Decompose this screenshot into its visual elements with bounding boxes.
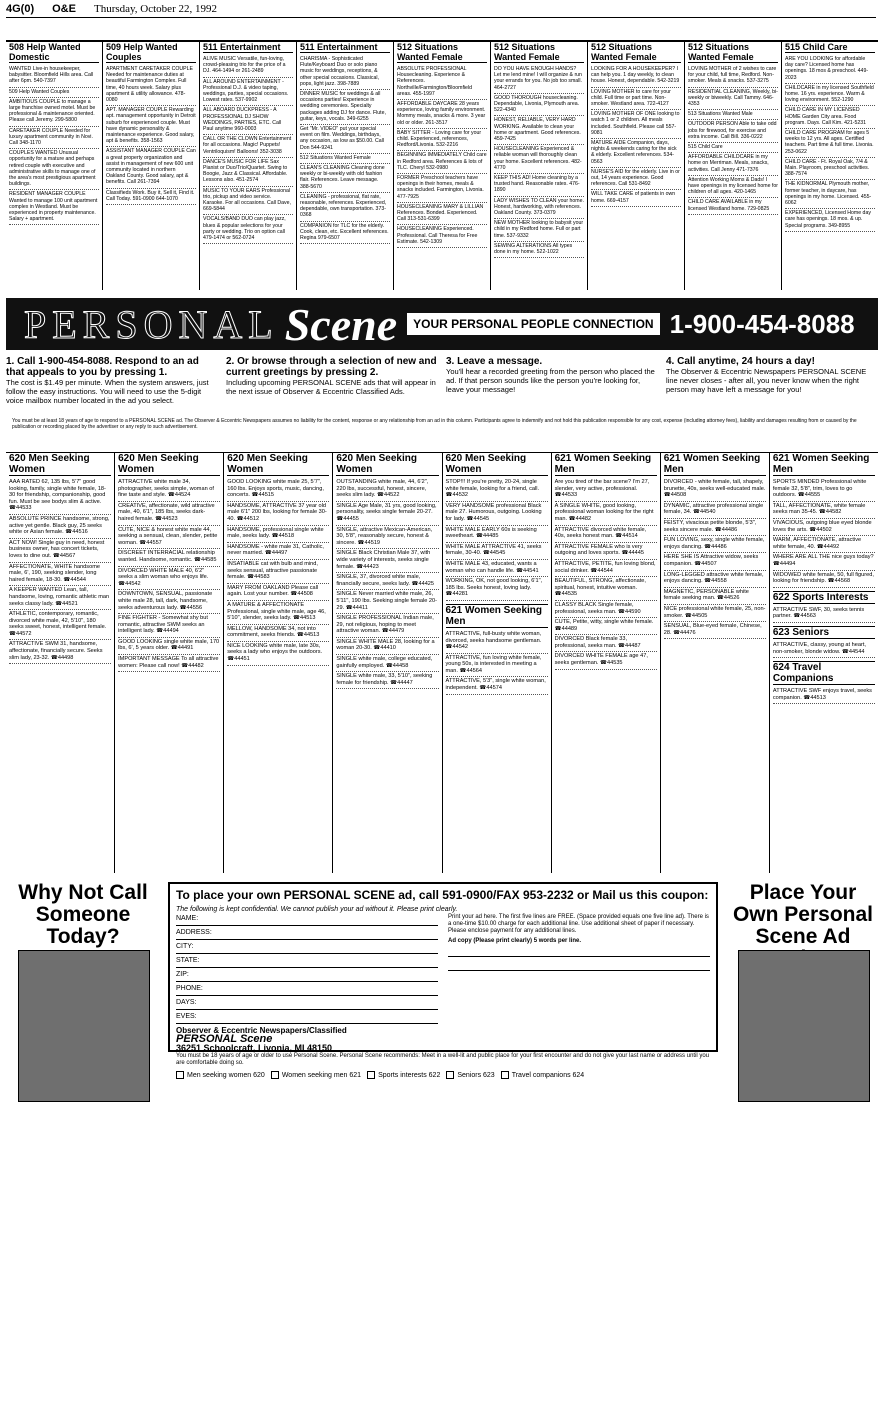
page-number: 4G(0) <box>6 3 35 15</box>
field-label: DAYS: <box>176 999 197 1006</box>
step-title: 4. Call anytime, 24 hours a day! <box>666 356 815 367</box>
personal-ad: GOOD LOOKING single white male, 170 lbs, 6', 5 years older. ☎44491 <box>118 638 220 655</box>
personal-column <box>661 453 770 873</box>
classified-ad: COMPANION for TLC for the elderly. Cook, clean, etc. Excellent references. Regina 979-6507 <box>300 222 390 245</box>
coupon-address: 36251 Schoolcraft, Livonia, MI 48150 <box>176 1043 333 1053</box>
classified-ad: OUTDOOR PERSON Able to take odd jobs for firewood, for exercise and extra income. Call Bill. 336-0222 <box>688 120 778 143</box>
personal-ad: A MATURE & AFFECTIONATE Professional, single white male, age 46, 5'10", slender, seeks lady. ☎44513 <box>227 601 329 625</box>
category-label: Sports interests 622 <box>378 1072 441 1079</box>
personal-ad: ATHLETIC, contemporary, romantic, divorced white male, 42, 5'10", 180 seeks sweet, honest, intelligent female. ☎44572 <box>9 610 111 640</box>
classified-ad: 512 Situations Wanted Female <box>300 154 390 164</box>
step-title: 2. Or browse through a selection of new and current greetings by pressing 2. <box>226 356 437 378</box>
classified-ad: LADY WISHES TO CLEAN your home. Honest, hardworking, with references. Oakland County. 373-0379 <box>494 197 584 220</box>
field-label: EVES: <box>176 1013 197 1020</box>
classified-ad: ARE YOU LOOKING for affordable day care? Licensed home has openings. 18 mos & preschool. 449-2023 <box>785 55 875 84</box>
personal-ad: MARY FROM OAKLAND Please call again. Lost your number. ☎44508 <box>227 584 329 601</box>
classified-ad: DINNER MUSIC for weddings & all occasions parties! Experience in wedding ceremonies. Specialty packages adding DJ for dance. Flute, guitar, keys, vocals. 349-6255 <box>300 90 390 125</box>
step-title: 1. Call 1-900-454-8088. Respond to an ad that appeals to you by pressing 1. <box>6 356 199 378</box>
personal-ad: ATTRACTIVE, fun loving white female, young 50s, is interested in meeting a man. ☎44564 <box>446 654 548 678</box>
promo-photo-right <box>738 950 870 1102</box>
category-label: Seniors 623 <box>457 1072 495 1079</box>
personal-ad: FUN LOVING, sexy, single white female, enjoys dancing. ☎44486 <box>664 536 766 553</box>
personal-ad: WARM, AFFECTIONATE, attractive white female, 40. ☎44492 <box>773 536 875 553</box>
column-heading: 511 Entertainment <box>203 42 293 53</box>
personal-ad: ATTRACTIVE, 5'3", single white woman, independent. ☎44574 <box>446 677 548 694</box>
classified-ad: LOVING MOTHER to care for your child. Full time or part time. Non-smoker. Westland area. 722-4127 <box>591 88 681 111</box>
coupon-fields <box>176 914 438 1026</box>
banner-scene: Scene <box>284 298 398 350</box>
column-heading: 620 Men Seeking Women <box>446 453 548 476</box>
classified-column <box>103 42 200 290</box>
category-label: Travel companions 624 <box>511 1072 585 1079</box>
promo-photo-left <box>18 950 150 1102</box>
instruction-step <box>446 356 658 416</box>
column-heading: 621 Women Seeking Men <box>773 453 875 476</box>
personal-ads-grid <box>6 452 878 873</box>
category-option[interactable] <box>501 1071 585 1080</box>
classified-ad: HOUSECLEANING MARY & LILLIAN References. Bonded. Experienced. Call 313-531-6399 <box>397 203 487 226</box>
personal-ad: WHITE MALE 43, educated, wants a woman who can handle life. ☎44541 <box>446 560 548 577</box>
section-name: O&E <box>52 3 76 15</box>
classified-ad: MATURE AIDE Companion, days, nights & weekends caring for the sick & elderly. Excellent references. 534-0563 <box>591 139 681 168</box>
personal-ad: NICE professional white female, 25, non-smoker. ☎44505 <box>664 605 766 622</box>
personal-ad: HANDSOME, professional single white male, seeks lady. ☎44518 <box>227 526 329 543</box>
personal-ad: HANDSOME - white male 31, Catholic, never married. ☎44497 <box>227 543 329 560</box>
coupon-mail-title: PERSONAL Scene <box>176 1033 273 1045</box>
promo-left: Why Not Call Someone Today? <box>18 881 148 948</box>
column-heading: 620 Men Seeking Women <box>9 453 111 476</box>
classified-ad: SEWING ALTERATIONS All types done in my home. 522-1022 <box>494 242 584 258</box>
classified-ad: VOCALS/BAND DUO can play jazz, blues & popular selections for your party or wedding. Trio on option call 479-1474 or 562-0724 <box>203 215 293 244</box>
personal-ad: ATTRACTIVE, PETITE, fun loving blond, social drinker. ☎44544 <box>555 560 657 577</box>
checkbox[interactable] <box>271 1071 279 1079</box>
coupon-age-note: You must be 18 years of age or older to use Personal Scene. Personal Scene recommends: Meet in a well-lit and public place for your first encounter and do not give your last name or address until you are comfortable doing so. <box>176 1053 710 1066</box>
personal-ad: BEAUTIFUL, STRONG, affectionate, spiritual, honest, intuitive woman. ☎44535 <box>555 577 657 601</box>
personal-column <box>115 453 224 873</box>
personal-ad: ATTRACTIVE, full-busty white woman, divorced, seeks handsome gentleman. ☎44542 <box>446 630 548 654</box>
classified-ad: THE KIDNORMAL Plymouth mother, former teacher, in daycare, has openings in my home. Licensed. 455-6062 <box>785 180 875 209</box>
instruction-step <box>6 356 218 416</box>
promo-right: Place Your Own Personal Scene Ad <box>732 881 874 948</box>
category-label: Men seeking women 620 <box>187 1072 265 1079</box>
classified-column <box>297 42 394 290</box>
classified-ad: AMBITIOUS COUPLE to manage a large franchise owned motel. Must be professional & maintenance oriented. Please call Jeremy. 299-5800 <box>9 98 99 127</box>
personal-ad: DYNAMIC, attractive professional single female, 34. ☎44540 <box>664 502 766 519</box>
classified-column <box>782 42 878 290</box>
classified-ad: 515 Child Care <box>688 143 778 153</box>
coupon-field[interactable] <box>176 1012 438 1024</box>
classified-column <box>6 42 103 290</box>
checkbox[interactable] <box>367 1071 375 1079</box>
classified-ad: ALL AROUND ENTERTAINMENT - Professional D.J. & video taping, weddings, parties, special occasions. Lowest rates. 537-9902 <box>203 78 293 107</box>
personal-ad: AFFECTIONATE, WHITE handsome male, 6', 190, seeking slender, long haired female, 18-30. ☎44544 <box>9 563 111 587</box>
column-heading: 621 Women Seeking Men <box>555 453 657 476</box>
personal-ad: SINGLE white male, 33, 5'10", seeking female for friendship. ☎44447 <box>336 672 438 689</box>
personal-ad: VIVACIOUS, outgoing blue eyed blonde loves the arts. ☎44502 <box>773 519 875 536</box>
personal-ad: CUTE, Petite, witty, single white female. ☎44489 <box>555 618 657 635</box>
column-heading: 515 Child Care <box>785 42 875 53</box>
classified-ad: HONEST, RELIABLE, VERY HARD WORKING. Available to clean your home or apartment. Good references. 459-7425 <box>494 116 584 145</box>
column-heading: 508 Help Wanted Domestic <box>9 42 99 63</box>
personal-ad: LONG-LEGGED attractive white female, enjoys dancing. ☎44558 <box>664 571 766 588</box>
classified-ad: BEGINNING IMMEDIATELY Child care in Redford area. References & lots of TLC. Cheryl 532-0980 <box>397 151 487 174</box>
classified-ad: Classifieds Work. Buy it, Sell it, Find it. Call Today. 591-0900 644-1070 <box>106 189 196 205</box>
fine-print: You must be at least 18 years of age to respond to a PERSONAL SCENE ad. The Observer & Eccentric Newspapers assumes no liability for the content, response or any relationship from an ad in this column. Participants agree to indemnify and not hold this publication responsible for any cost, expense (including attorney fees), liability and damages resulting from or caused by the publication or recording placed by the advertiser or any reply to such advertisement. <box>12 418 857 430</box>
classified-ad: LOOKING FOR A HOUSEKEEPER? I can help you. 1 day weekly, to clean house. Honest, dependable. 542-3219 <box>591 65 681 88</box>
personal-ad: STOP!!! If you're pretty, 20-24, single white female, looking for a friend, call. ☎44532 <box>446 478 548 502</box>
column-heading: 621 Women Seeking Men <box>664 453 766 476</box>
ad-coupon <box>168 882 718 1079</box>
personal-ad: MAGNETIC, PERSONABLE white female seeking man. ☎44526 <box>664 588 766 605</box>
personal-ad: WHERE ARE ALL THE nice guys today? ☎44494 <box>773 553 875 570</box>
classified-ad: WANTED Live-in housekeeper, babysitter. Bloomfield Hills area. Call after 6pm. 540-7397 <box>9 65 99 88</box>
classified-column <box>491 42 588 290</box>
classified-ad: CHILD CARE IN MY LICENSED HOME Garden City area. Food program. Days. Call Kim. 421-5231 <box>785 106 875 129</box>
checkbox[interactable] <box>446 1071 454 1079</box>
classified-ad: NURSE'S AID for the elderly. Live in or out, 14 years experience. Good references. Call 531-8492 <box>591 168 681 191</box>
personal-ad: ATTRACTIVE SWF, 30, seeks tennis partner. ☎44563 <box>773 606 875 623</box>
classified-ad: NEW MOTHER looking to babysit your child in my Redford home. Full or part time. 537-9332 <box>494 219 584 242</box>
personal-column <box>333 453 442 873</box>
classified-ad: MUSIC TO YOUR EARS Professional trio, pickup and video service. Karaoke. For all occasions. Call Dave, 669-5844 <box>203 187 293 216</box>
personal-ad: SINGLE white male, college educated, gainfully employed. ☎44458 <box>336 655 438 672</box>
coupon-field[interactable] <box>176 942 438 954</box>
personal-ad: HANDSOME, ATTRACTIVE 37 year old male 6'1" 200 lbs, looking for female 30-40. ☎44512 <box>227 502 329 526</box>
classified-ad: 509 Help Wanted Couples <box>9 88 99 98</box>
step-body: Including upcoming PERSONAL SCENE ads that will appear in the next issue of Observer & Eccentric Classified Ads. <box>226 378 436 396</box>
personal-ad: VERY HANDSOME professional Black male 27. Humorous, outgoing. Looking for lady. ☎44545 <box>446 502 548 526</box>
personal-ad: ATTRACTIVE white male 34, photographer, seeks simple, woman of fine taste and style. ☎44524 <box>118 478 220 502</box>
personal-ad: DIVORCED Black female 33, professional, seeks man. ☎44487 <box>555 635 657 652</box>
classified-ad: DO YOU HAVE ENOUGH HANDS? Let me lend mine! I will organize & run your errands for you. No job too small. 464-2727 <box>494 65 584 94</box>
personal-ad: DIVORCED WHITE FEMALE age 47, seeks gentleman. ☎44535 <box>555 652 657 669</box>
field-label: ZIP: <box>176 971 189 978</box>
classified-columns <box>6 40 878 290</box>
classified-ad: FORMER Preschool teachers have openings in their homes, meals & snacks included. Farmington, Livonia. 477-7925 <box>397 174 487 203</box>
personal-ad: CREATIVE, affectionate, wild attractive male, 40, 6'1", 185 lbs, seeks dark-haired female. ☎44523 <box>118 502 220 526</box>
personal-ad: SINGLE, 37, divorced white male, financially secure, seeks lady. ☎44425 <box>336 573 438 590</box>
coupon-field[interactable] <box>176 956 438 968</box>
classified-ad: CHILD CARE - Ft. Royal Oak, 7/4 & Main. Playroom, preschool activities. 388-7574 <box>785 158 875 181</box>
instructions <box>6 356 878 416</box>
personal-ad: A KEEPER WANTED Lean, tall, handsome, loving, romantic athletic man seeks classy lady. ☎44521 <box>9 586 111 610</box>
classified-ad: CLEANING - professional, flat rate, reasonable, references. Experienced, dependable, own transportation. 373-0368 <box>300 193 390 222</box>
personal-ad: SINGLE WHITE MALE 28, looking for a woman 20-30. ☎44410 <box>336 638 438 655</box>
coupon-field[interactable] <box>176 914 438 926</box>
step-body: You'll hear a recorded greeting from the person who placed the ad. If that person sounds like the person you're looking for, leave your message! <box>446 367 655 394</box>
personal-ad: SENSUAL, Blue-eyed female, Chinese, 28. ☎44476 <box>664 622 766 639</box>
column-heading: 512 Situations Wanted Female <box>591 42 681 63</box>
personal-column <box>6 453 115 873</box>
classified-ad: ALL ABOARD DUCKPRESS - A PROFESSIONAL DJ SHOW WEDDINGS, PARTIES, ETC. Call Paul anytime 960-0003 <box>203 106 293 135</box>
checkbox[interactable] <box>501 1071 509 1079</box>
classified-ad: KEEP THIS AD! Home cleaning by a trusted hand. Reasonable rates. 476-1890 <box>494 174 584 197</box>
personal-column <box>770 453 878 873</box>
classified-column <box>685 42 782 290</box>
personal-ad: CUTE, NICE & honest white male 44, seeking a sensual, clean, slender, petite woman. ☎44557 <box>118 526 220 550</box>
coupon-field[interactable] <box>176 970 438 982</box>
section-heading: 624 Travel Companions <box>773 661 875 685</box>
classified-ad: ABSOLUTE PROFESSIONAL Housecleaning. Experience & References. Northville/Farmington/Bloomfield areas. 455-1997 <box>397 65 487 100</box>
classified-ad: APARTMENT CARETAKER COUPLE Needed for maintenance duties at beautiful Farmington Complex. Full time, 40 hours week. Salary plus apartment & utility allowance. 478-0080 <box>106 65 196 106</box>
classified-ad: CHILDCARE in my licensed Southfield home. 16 yrs. experience. Warm & loving environment. 552-1290 <box>785 84 875 107</box>
personal-ad: NICE LOOKING white male, late 30s, seeks a lady who enjoys the outdoors. ☎44451 <box>227 642 329 666</box>
column-heading: 620 Men Seeking Women <box>118 453 220 476</box>
classified-ad: 513 Situations Wanted Male <box>688 110 778 120</box>
coupon-field[interactable] <box>176 984 438 996</box>
classified-ad: LOVING MOTHER of 2 wishes to care for your child, full time, Redford. Non-smoker. Meals & snacks. 537-3275 <box>688 65 778 88</box>
coupon-field[interactable] <box>176 998 438 1010</box>
column-heading: 620 Men Seeking Women <box>336 453 438 476</box>
personal-ad: DIVORCED WHITE MALE 40, 6'2" seeks a slim woman who enjoys life. ☎44542 <box>118 567 220 591</box>
personal-ad: WIDOWED white female, 50, full figured, looking for friendship. ☎44568 <box>773 571 875 588</box>
checkbox[interactable] <box>176 1071 184 1079</box>
coupon-note: The following is kept confidential. We cannot publish your ad without it. Please print clearly. <box>176 906 458 913</box>
category-option[interactable] <box>446 1071 494 1080</box>
classified-ad: DANCE'S MUSIC FOR LIFE Sax Pianist or Duo/Trio/Quartet. Swing to Boogie, Jazz & Classical. Affordable. Lessons also. 451-2574 <box>203 158 293 187</box>
classified-ad: Attention Working Moms & Dads! I have openings in my licensed home for children of all ages. 420-1465 <box>688 176 778 199</box>
personal-ad: MELLOW, HANDSOME 34, not into commitment, seeks friends. ☎44513 <box>227 625 329 642</box>
section-heading: 623 Seniors <box>773 626 875 639</box>
coupon-instructions: Print your ad here. The first five lines are FREE. (Space provided equals one five line ad). There is a one-time $10.00 charge for each additional line. Use additional sheet of paper if necessary. Please enclose payment for any additional lines. <box>448 914 709 934</box>
classified-ad: AFFORDABLE DAYCARE 28 years experience, loving family environment. Mommy meals, snacks & more. 3 year old or older. 261-3517 <box>397 100 487 129</box>
personal-ad: ACT NOW! Single guy in need, honest business owner, has concert tickets, loves to dine out. ☎44567 <box>9 539 111 563</box>
classified-ad: Get "Mr. VIDEO" put your special event on film. Weddings, birthdays, any occasion, as low as $50.00. Call Don 544-9241 <box>300 125 390 154</box>
column-heading: 512 Situations Wanted Female <box>688 42 778 63</box>
classified-ad: EXPERIENCED, Licensed Home day care has openings. 18 mos. & up. Special programs. 349-8955 <box>785 209 875 232</box>
classified-ad: AFFORDABLE CHILDCARE in my home on Merriman. Meals, snacks, activities. Call Jenny 471-7376 <box>688 153 778 176</box>
classified-ad: CARETAKER COUPLE Needed for luxury apartment community in Novi. Call 348-1170 <box>9 127 99 150</box>
issue-date: Thursday, October 22, 1992 <box>93 3 217 15</box>
section-heading: 621 Women Seeking Men <box>446 604 548 628</box>
classified-ad: CHILD CARE AVAILABLE in my licensed Westland home. 729-0825 <box>688 198 778 214</box>
personal-ad: GOOD LOOKING white male 25, 5'7", 160 lbs. Enjoys sports, music, dancing, concerts. ☎44515 <box>227 478 329 502</box>
personal-ad: INSATIABLE cat with bulb and mind, seeks sensual, attractive passionate female. ☎44583 <box>227 560 329 584</box>
classified-ad: ASSISTANT MANAGER COUPLE Can a great property organization and assist in management of new 600 unit community located in northern Oakland County. Good salary, apt & benefits. Call 261-7394 <box>106 147 196 188</box>
coupon-title: To place your own PERSONAL SCENE ad, call 591-0900/FAX 953-2232 or Mail us this coupon: <box>176 888 709 902</box>
classified-ad: CALL OR THE CLOWN Entertainment for all occasions. Magic! Puppets! Ventriloquism! Balloons! 352-3038 <box>203 135 293 158</box>
personal-ad: WORKING, OK, not good looking, 6'1", 185 lbs. Seeks honest, loving lady. ☎44281 <box>446 577 548 601</box>
personal-ad: ABSOLUTE PRINCE handsome, strong, active yet gentle. Black guy, 25 seeks white or Asian female. ☎44516 <box>9 515 111 539</box>
personal-ad: WHITE MALE ATTRACTIVE 41, seeks female, 30-40. ☎44545 <box>446 543 548 560</box>
coupon-mail-to: Observer & Eccentric Newspapers/Classified <box>176 1026 347 1035</box>
personal-ad: IMPORTANT MESSAGE To all attractive women: Please call now! ☎44482 <box>118 655 220 672</box>
classified-ad: LOVING MOTHER OF ONE looking to watch 1 or 2 children. All meals included. Southfield. Please call 557-9081 <box>591 110 681 139</box>
banner-tagline: YOUR PERSONAL PEOPLE CONNECTION <box>407 313 659 335</box>
personal-ad: SINGLE Black Christian Male 37, with wide variety of interests, seeks single female. ☎44423 <box>336 549 438 573</box>
personal-ad: DISCREET INTERRACIAL relationship wanted. Handsome, romantic. ☎44585 <box>118 549 220 566</box>
personal-ad: FINE FIGHTER - Somewhat shy but romantic, attractive SWM seeks an intelligent lady. ☎44494 <box>118 614 220 638</box>
instruction-step <box>666 356 878 416</box>
classified-ad: ALIVE MUSIC Versatile, fun-loving, crowd-pleasing trio for the price of a DJ. 464-1494 or 261-2489 <box>203 55 293 78</box>
classified-column <box>588 42 685 290</box>
ad-copy-line[interactable] <box>448 959 710 971</box>
banner-phone[interactable]: 1-900-454-8088 <box>669 308 855 339</box>
personal-ad: ATTRACTIVE SWF enjoys travel, seeks companion. ☎44513 <box>773 687 875 704</box>
classified-ad: GOOD THOROUGH housecleaning. Dependable, Livonia, Plymouth area. 522-4340 <box>494 94 584 117</box>
classified-column <box>200 42 297 290</box>
personal-ad: SINGLE Age Male, 31 yrs, good looking, personality, seeks single female 20-27. ☎44455 <box>336 502 438 526</box>
classified-ad: APT. MANAGER COUPLE Rewarding apt. management opportunity in Detroit suburb for experienced couple. Must have dynamic personality & maintenance experience. Good salary, apt & benefits. 358-1563 <box>106 106 196 147</box>
category-checkboxes <box>176 1071 710 1080</box>
personal-ad: OUTSTANDING white male, 44, 6'2", 220 lbs, successful, honest, sincere, seeks slim lady. ☎44522 <box>336 478 438 502</box>
section-heading: 622 Sports Interests <box>773 591 875 604</box>
classified-ad: BABY SITTER - Loving care for your child. Experienced, references, Redford/Livonia. 532-2216 <box>397 129 487 152</box>
instruction-step <box>226 356 438 416</box>
step-body: The Observer & Eccentric Newspapers PERSONAL SCENE line never closes - after all, you never know when the right person may have left a message for you! <box>666 367 867 394</box>
classified-ad: CHARISMA - Sophisticated Flute/Keyboard Duo or solo piano music for weddings, receptions, & other special occasions. Classical, pops, light jazz. 398-7889 <box>300 55 390 90</box>
personal-scene-banner <box>6 298 878 350</box>
ad-copy-line[interactable] <box>448 945 710 957</box>
personal-column <box>224 453 333 873</box>
column-heading: 512 Situations Wanted Female <box>494 42 584 63</box>
category-label: Women seeking men 621 <box>281 1072 362 1079</box>
classified-ad: HOUSECLEANING Experienced. Professional. Call Theresa for Free Estimate. 542-1309 <box>397 225 487 248</box>
personal-ad: FEISTY, vivacious petite blonde, 5'3", seeks sincere male. ☎44486 <box>664 519 766 536</box>
personal-ad: ATTRACTIVE divorced white female, 40s, seeks honest man. ☎44514 <box>555 526 657 543</box>
step-title: 3. Leave a message. <box>446 356 543 367</box>
classified-ad: RESIDENTIAL CLEANING, Weekly, bi-weekly or biweekly. Call Tammy. 646-4353 <box>688 88 778 111</box>
personal-ad: SINGLE Never married white male, 26, 5'11", 190 lbs. Seeking single female 20-29. ☎44411 <box>336 590 438 614</box>
personal-ad: DOWNTOWN, SENSUAL, passionate white male 28, tall, dark, handsome, seeks adventurous lady. ☎44556 <box>118 590 220 614</box>
coupon-field[interactable] <box>176 928 438 940</box>
personal-ad: SINGLE, attractive Mexican-American, 30, 5'8", reasonably secure, honest & sincere. ☎44519 <box>336 526 438 550</box>
classified-column <box>394 42 491 290</box>
category-option[interactable] <box>367 1071 440 1080</box>
classified-ad: CLEAN'S CLEANING Cleaning done weekly or bi-weekly with old fashion flair. References. Leave message. 388-5670 <box>300 164 390 193</box>
personal-ad: ATTRACTIVE FEMALE who is very outgoing and loves sports. ☎44445 <box>555 543 657 560</box>
personal-ad: CLASSY BLACK Single female, professional, seeks man. ☎44590 <box>555 601 657 618</box>
personal-ad: TALL, AFFECTIONATE, white female seeks man 35-45. ☎44582 <box>773 502 875 519</box>
coupon-copy-label: Ad copy (Please print clearly) 5 words per line. <box>448 938 582 944</box>
field-label: NAME: <box>176 915 199 922</box>
classified-ad: RESIDENT MANAGER COUPLE Wanted to manage 100 unit apartment complex in Westland. Must be experienced in property maintenance. Salary + apartment. <box>9 190 99 225</box>
field-label: ADDRESS: <box>176 929 212 936</box>
personal-column <box>443 453 552 873</box>
field-label: STATE: <box>176 957 200 964</box>
classified-ad: WILL TAKE CARE of patients in own home. 669-4157 <box>591 190 681 206</box>
category-option[interactable] <box>176 1071 265 1080</box>
banner-personal: PERSONAL <box>24 301 279 347</box>
column-heading: 512 Situations Wanted Female <box>397 42 487 63</box>
personal-ad: SINGLE PROFESSIONAL Indian male, 29, not religious, hoping to meet attractive woman. ☎44479 <box>336 614 438 638</box>
personal-ad: A SINGLE WHITE, good looking, professional woman looking for the right man. ☎44482 <box>555 502 657 526</box>
personal-ad: SPORTS MINDED Professional white female 32, 5'8", trim, loves to go outdoors. ☎44555 <box>773 478 875 502</box>
personal-ad: AAA RATED 62, 135 lbs, 5'7" good looking, family, single white female, 18-30 for friendship, companionship, good fun. Must be see bodys slim & active. ☎44533 <box>9 478 111 515</box>
personal-ad: HERE SHE IS Attractive widow, seeks companion. ☎44507 <box>664 553 766 570</box>
column-heading: 511 Entertainment <box>300 42 390 53</box>
step-body: The cost is $1.49 per minute. When the system answers, just follow the easy instructions. You will need to use the 5-digit voice mailbox number located in the ad you select. <box>6 378 209 405</box>
column-heading: 620 Men Seeking Women <box>227 453 329 476</box>
personal-ad: ATTRACTIVE, classy, young at heart, non-smoker, blonde widow. ☎44544 <box>773 641 875 658</box>
classified-ad: COUPLES WANTED Unusual opportunity for a mature and perhaps retired couple with executive and administrative skills to manage one of the area's most prestigious apartment buildings. <box>9 149 99 190</box>
personal-ad: Are you tired of the bar scene? I'm 27, slender, very active, professional. ☎44533 <box>555 478 657 502</box>
personal-ad: DIVORCED - white female, tall, shapely, brunette, 40s, seeks well-educated male. ☎44508 <box>664 478 766 502</box>
column-heading: 509 Help Wanted Couples <box>106 42 196 63</box>
personal-ad: WHITE MALE EARLY 60s is seeking sweetheart. ☎44485 <box>446 526 548 543</box>
page-header <box>6 3 876 18</box>
classified-ad: CHILD CARE PROGRAM for ages 5 weeks to 12 yrs. All ages. Certified teachers. Part time & full time. Livonia. 253-0622 <box>785 129 875 158</box>
personal-column <box>552 453 661 873</box>
field-label: CITY: <box>176 943 194 950</box>
field-label: PHONE: <box>176 985 203 992</box>
classified-ad: HOUSECLEANING Experienced & reliable woman will thoroughly clean your home. Excellent references. 482-4770 <box>494 145 584 174</box>
personal-ad: ATTRACTIVE SWM 31, handsome, affectionate, financially secure. Seeks slim lady, 23-32. ☎44498 <box>9 640 111 664</box>
category-option[interactable] <box>271 1071 361 1080</box>
